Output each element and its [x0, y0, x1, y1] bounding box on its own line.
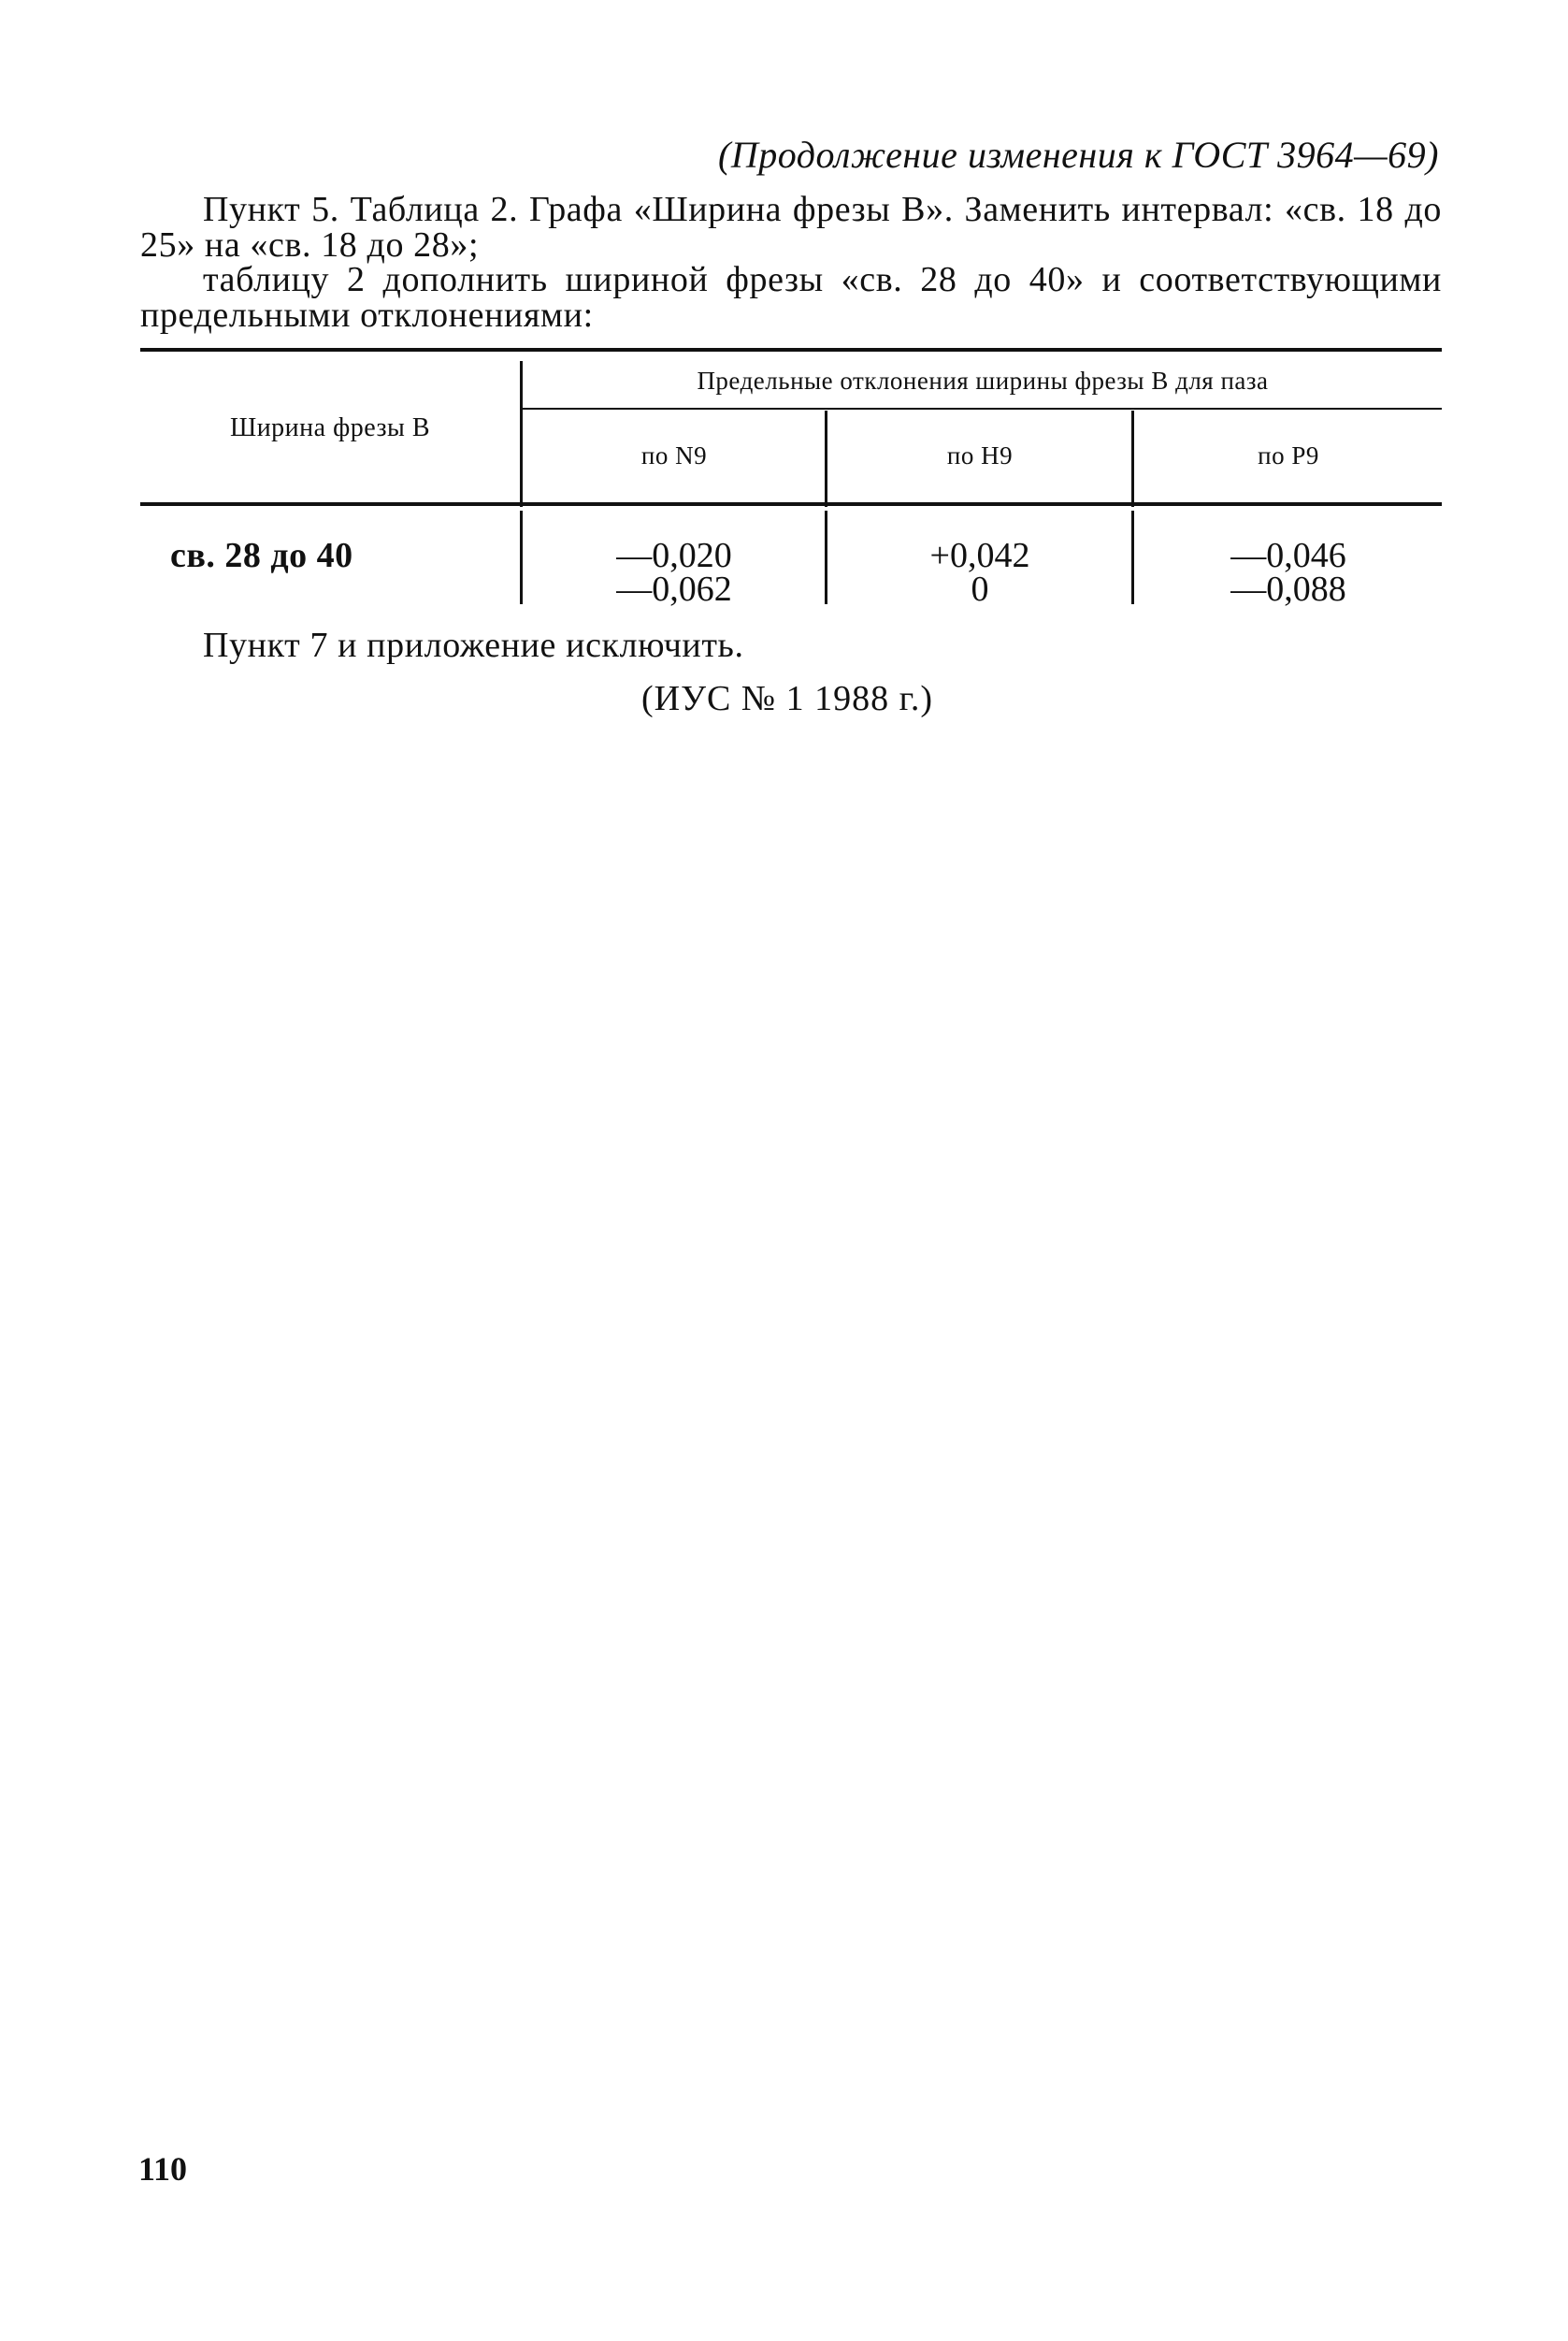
table-top-rule: [140, 348, 1442, 352]
p9-lower: —0,088: [1230, 570, 1346, 609]
n9-lower: —0,062: [616, 570, 732, 609]
table-body-divider-3: [1131, 511, 1134, 604]
paragraph-item-5: [140, 192, 1442, 263]
paragraph-item-7: Пункт 7 и приложение исключить.: [203, 626, 744, 665]
col1-header: Ширина фрезы В: [229, 413, 431, 442]
table-row-width: св. 28 до 40: [170, 536, 353, 575]
sub-header-n9: по N9: [640, 441, 708, 470]
group-header: Предельные отклонения ширины фрезы В для паза: [697, 367, 1269, 395]
table-body-divider-2: [825, 511, 827, 604]
amendment-header: (Продолжение изменения к ГОСТ 3964—69): [718, 134, 1439, 176]
table-cell-n9: [524, 536, 825, 609]
n9-upper: —0,020: [616, 536, 732, 575]
sub-header-h9: по H9: [946, 441, 1014, 470]
deviation-table: [140, 348, 1442, 608]
table-header-rule: [140, 502, 1442, 506]
p9-upper: —0,046: [1230, 536, 1346, 575]
page-number: 110: [138, 2150, 188, 2188]
sub-header-p9: по P9: [1258, 441, 1319, 470]
table-col-divider-1: [520, 361, 523, 507]
paragraph-table-addition-text: таблицу 2 дополнить шириной фрезы «св. 28 до 40» и соответствующими предельными отклонениями:: [140, 260, 1442, 335]
h9-lower: 0: [971, 570, 989, 609]
table-body-divider-1: [520, 511, 523, 604]
table-cell-h9: [828, 536, 1131, 609]
table-col-divider-2: [825, 411, 827, 507]
table-cell-p9: [1135, 536, 1442, 609]
paragraph-table-addition: [140, 262, 1442, 333]
group-header-rule: [522, 408, 1442, 410]
source-note: (ИУС № 1 1988 г.): [641, 679, 934, 718]
paragraph-item-5-text: Пункт 5. Таблица 2. Графа «Ширина фрезы В». Заменить интервал: «св. 18 до 25» на «св. 18 до 28»;: [140, 190, 1442, 265]
h9-upper: +0,042: [929, 536, 1030, 575]
table-col-divider-3: [1131, 411, 1134, 507]
